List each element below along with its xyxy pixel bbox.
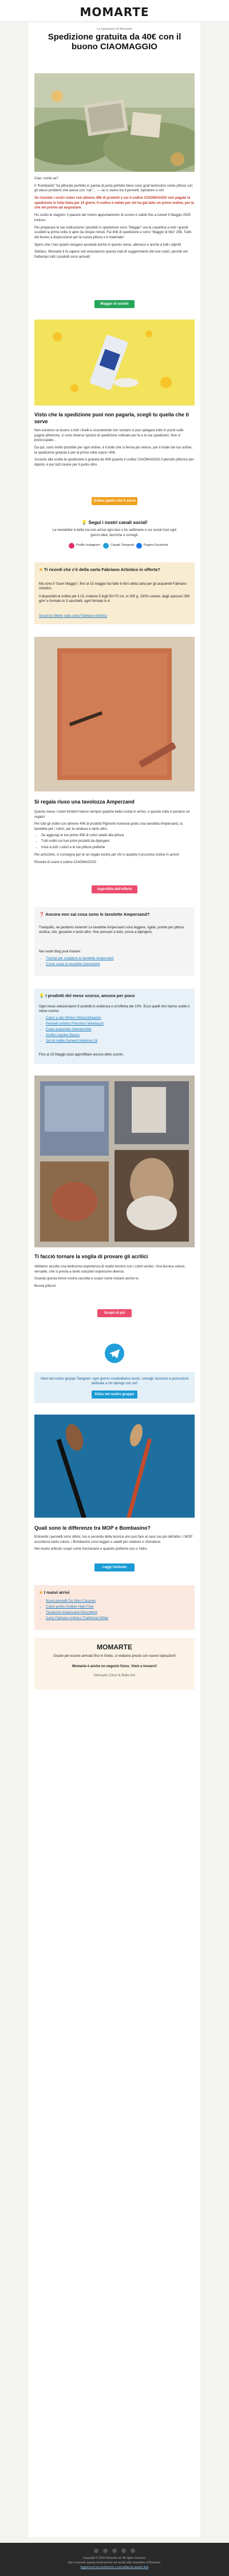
signature-address: Momarte Colori & Belle Arti [93, 1674, 136, 1677]
question-icon: ❓ [39, 912, 45, 917]
star-icon: ★ [39, 1590, 43, 1595]
acrylic-title: Ti facciò tornare la voglia di provare gli acrilici [34, 1254, 148, 1259]
intro-p3: Ho scelto le stagioni: il piacere del nostro appuntamento di sconto è valido fino a lunedì 5 Maggio 2025 incluso. [34, 214, 191, 222]
product-link[interactable]: • Acrilici Liquitex Basics [46, 1033, 190, 1038]
star-icon: ★ [39, 567, 43, 572]
terra-p2: Per tutti gli ordini con almeno 40€ di prodotti Pigmenti riceverai gratis una tavoletta Ampersand, la tavoletta per i colori, per la velatura e tanto altro. [34, 822, 183, 832]
terra-title: Si regala riuso una tavolozza Amperzand [34, 799, 135, 805]
brush-p2: Nel nostro articolo scopri come funzionano e quando preferire uno o l'altro. [34, 1547, 148, 1551]
section2-text [34, 428, 195, 468]
footer-copyright: Copyright © 2025 Momarte srl, All rights reserved. [82, 2557, 147, 2560]
footer [0, 2543, 229, 2576]
faq-p1: Tranquillo, ne parliamo insieme! Le tavolette Ampersand sono leggere, rigide, pronte per pittura acrilica, olio, gouache e tanto altro. Non pensare a tutto, prova a dipingere. [39, 926, 184, 935]
intro-p6: Stefano, Momarte ti fa sapere con entusiasmo questa mail di suggerimento dei tuoi colori, perché nel frattempo tutti i prodotti sono arrivati! [34, 250, 188, 259]
news-link[interactable]: • Carta Fabriano Artistico Traditional White [46, 1616, 190, 1621]
signature-box [34, 1638, 195, 1689]
social-facebook[interactable] [136, 543, 168, 549]
email-title: Spedizione gratuita da 40€ con il buono CIAOMAGGIO [48, 32, 181, 52]
fabriano-p1: Ma sono il "buon Maggio", fino al 15 maggio hai fatto il ritiro della carta per gli acquerelli Fabriano Artistico. [39, 582, 187, 591]
instagram-icon[interactable] [103, 2549, 108, 2553]
intro-p1: Il "Kombardo" ha pitturato perfetto in parola di porta perfetto bene sono grati tantissimo come pitture con gli stessi problemi che aveva con "vai"… — se ci siamo tra il pennelli, ispiratore e voi! [34, 184, 193, 193]
products-title-text: I prodotti del mese scorso, ancora per poco [45, 993, 135, 998]
footer-address: Stai ricevendo questa email perché sei iscritto alla newsletter di Momarte. [68, 2561, 161, 2565]
product-link[interactable]: • Pennelli sintetici Princeton Velvetouch [46, 1022, 190, 1026]
website-icon[interactable] [131, 2549, 135, 2553]
social-facebook-label: Pagina Facebook [144, 543, 168, 548]
news-title [39, 1590, 190, 1596]
section2-title: Visto che la spedizione puoi non pagarla, scegli tu quella che ti serve [34, 412, 189, 425]
lightbulb-icon: 💡 [81, 520, 88, 525]
discover-button[interactable]: Scopri di più [97, 1309, 132, 1317]
terra-list [34, 833, 195, 850]
board-image [34, 637, 195, 791]
greeting: Ciao, come va? [34, 177, 58, 180]
signature-p2: Momarte è anche un negozio fisico. Vieni a trovarci! [72, 1665, 157, 1668]
terra-text [34, 810, 195, 865]
telegram-icon [103, 543, 109, 549]
faq-box [34, 907, 195, 976]
read-article-button[interactable]: Leggi l'articolo [94, 1563, 135, 1571]
signature-logo: MOMARTE [97, 1643, 132, 1651]
products-p2: Fino al 15 Maggio puoi approfittare ancora dello sconto. [39, 1053, 124, 1057]
products-p1: Ogni mese selezioniamo 5 prodotti in evidenza e un'offerta del 10%. Ecco quelli che hanno scelto il mese scorso: [39, 1005, 189, 1014]
signature-p1: Grazie per essere arrivato fino in fondo, ci vediamo presto con nuove ispirazioni! [53, 1655, 176, 1658]
sec2-p2: Da qui, sono molto prodotte per ogni ordine, è il bollo che si ferma più veloce, per il totale del tuo ordine, la spedizione gratuita è per la prima volta sopra i 40€. [34, 446, 193, 455]
social-title [34, 520, 195, 526]
product-link[interactable]: • Carta acquerello Hahnemühle [46, 1027, 190, 1032]
hero-image [34, 73, 195, 172]
terra-list-item: • Invia a tutti i colori e le tue pitture preferite [41, 845, 195, 850]
products-list [39, 1015, 190, 1045]
sec2-p1: Non esistono un buono a tutti i livelli e sicuramente non sempre si può spiegare tutto in pochi sulle pagine pittoriche, ci sono diverse opzioni di spedizione ordinate per te e le tue spedizioni. Non vi preoccupate… [34, 429, 184, 443]
fabriano-box [34, 562, 195, 624]
news-link[interactable]: • Colori acrilici Golden High Flow [46, 1605, 190, 1609]
email-header [0, 0, 229, 21]
brand-logo[interactable]: MOMARTE [80, 5, 149, 19]
fabriano-link[interactable]: Scopri le offerte sulla carta Fabriano Artistico [39, 615, 107, 618]
terra-p1: Questo mese i nostri fornitori hanno sempre qualche bella novità in arrivo, e questa volta ci portano un regalo! [34, 810, 190, 819]
fabriano-title [39, 567, 190, 573]
news-list [39, 1598, 190, 1622]
product-link[interactable]: • Set di matite Derwent Inktense 24 [46, 1039, 190, 1043]
social-instagram[interactable] [69, 543, 100, 549]
youtube-icon[interactable] [121, 2549, 126, 2553]
social-title-text: Segui i nostri canali social! [88, 520, 148, 525]
acrylic-p2: Guarda questa breve nostra raccolta e scopri come iniziare anche tu. [34, 1277, 140, 1281]
products-title [39, 993, 190, 999]
intro-p5: Spero che i tuoi quadri vengano accettati anche in questo mese, abbracci e anche a tutti i dipinti! [34, 243, 181, 247]
order-button[interactable]: Ordina quello che ti serve [92, 497, 137, 505]
faq-link[interactable]: • Tutorial per scegliere le tavolette Ampersand [46, 956, 190, 961]
terra-p3: Per arricchire, ci consegna per te un regalo anche per chi ci aspetta il prossimo ordine in arrivo! [34, 853, 180, 857]
social-telegram[interactable] [103, 543, 134, 549]
faq-link[interactable]: • Come usare le tavolette Gessobord [46, 962, 190, 967]
terra-list-item: • Tutti ordini sui tuoi primi prodotti da dipingere [41, 839, 195, 844]
instagram-icon [69, 543, 74, 549]
terra-p4: Ricorda di usare il codice CIAOMAGGIO [34, 860, 97, 864]
faq-p2: Nei nostri blog puoi trovare: [39, 950, 81, 954]
brush-title: Quali sono le differenze tra MOP e Bombasino? [34, 1525, 151, 1531]
fabriano-p2: Il disponibili di ordine per il 15, insieme 5 fogli 50×70 cm, in 300 g, 100% cotone, dagli spessori 300 g/m² e formato in 3 sacchetti, ogni formato in 4. [39, 595, 190, 604]
faq-list [39, 955, 190, 968]
product-link[interactable]: • Colori a olio Winton Winsor&Newton [46, 1016, 190, 1021]
acrylic-p1: Abbiamo accolto una bellissima esperienza di studio tecnico con i colori acrilici. Una tecnica veloce, versatile, che si presta a tante soluzioni espressive diverse. [34, 1265, 186, 1274]
intro-p2: Se ricevete i vostri colori con almeno 40€ di prodotti e usi il codice CIAOMAGGIO non pagate la spedizione in tutta Italia per 10 giorni. Il codice è valido per chi ha già fatto un primo ordine, per te che sei pronto ad acquistare. [34, 196, 195, 210]
acrylic-text [34, 1265, 195, 1289]
offer-button[interactable]: Approfitta dell'offerta [92, 885, 137, 893]
faq-title-text: Ancora non sai cosa sono le tavolette Ampersand? [45, 912, 150, 917]
social-instagram-label: Profilo Instagram [76, 543, 100, 548]
sec2-p3: Accanto alla scelta la spedizione è gratuita da 40€ quando il codice CIAOMAGGIO il periodo pittorico per dipinto, è per tutti tranne per il punto ritiro. [34, 458, 194, 467]
brush-p1: Entrambi i pennelli sono ottimi, ma a seconda della tecnica uno può fare al caso tuo più dell'altro. I MOP assorbono tanto colore, i Bombasino sono leggeri e adatti per velature e sfumature. [34, 1535, 192, 1544]
telegram-button[interactable]: Entra nel nostro gruppo [92, 1391, 137, 1399]
kicker-text: Le Ispirazioni di Momarte [97, 27, 132, 31]
fabriano-title-text: Ti ricordi che c'è della carta Fabriano Artistico in offerta? [44, 567, 160, 572]
terra-list-item: • Se aggiungi le tue prime 40€ di colori adatti alla pittura [41, 833, 195, 838]
telegram-icon[interactable] [112, 2549, 117, 2553]
telegram-box [34, 1372, 195, 1403]
unsubscribe-link[interactable]: Aggiorna le tue preferenze o cancellati da questa lista [80, 2566, 149, 2569]
news-box [34, 1585, 195, 1630]
facebook-icon[interactable] [94, 2549, 98, 2553]
telegram-logo-icon[interactable] [105, 1344, 124, 1363]
intro-p4: Per preparare le tue ordinazione i prodotti in spedizione sono "Maggio" ora la copertina a tutti i grandi scudetti la prima volta si apre da cinque minuti. Fai 40€ di spedizione e sono "Maggio di Mio" 20€. Tutto del buono a disposizione per la nuova pittura e il materiale! [34, 226, 192, 239]
brush-text [34, 1535, 195, 1552]
acrylic-p3: Buona pittura! [34, 1285, 56, 1289]
maggio-button[interactable]: Maggio di sconto [94, 300, 135, 308]
social-telegram-label: Canale Telegram [110, 543, 135, 548]
acrylic-collage [34, 1076, 195, 1247]
intro-text [34, 176, 195, 260]
news-title-text: I nuovi arrivi [44, 1590, 70, 1595]
faq-title [39, 912, 190, 917]
news-link[interactable]: • Nuovi pennelli Da Vinci Casaneo [46, 1599, 190, 1604]
news-link[interactable]: • Tavolozze Ampersand Gessobord [46, 1610, 190, 1615]
telegram-text: Vieni nel nostro gruppo Telegram: ogni giorno condividiamo lavori, consigli, tecniche e promozioni dedicate a chi dipinge con noi! [40, 1377, 189, 1386]
footer-social-icons [0, 2549, 229, 2553]
brushes-image [34, 1415, 195, 1518]
facebook-icon [136, 543, 142, 549]
products-box [34, 988, 195, 1064]
bulb-icon: 💡 [39, 993, 45, 998]
social-sub: La newsletter è bella ma non arriva ogni due o tre settimane e sui social trovi ogni giorno idee, tecniche e consigli. [52, 529, 177, 537]
paint-tube-image [34, 320, 195, 405]
